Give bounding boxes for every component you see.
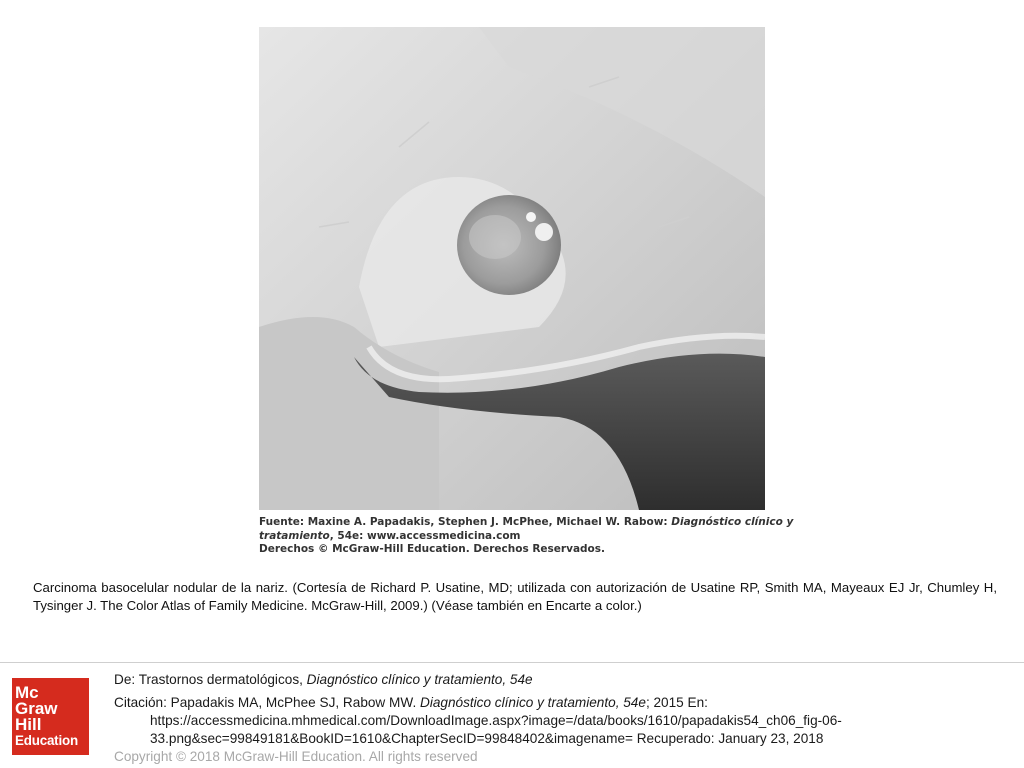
- logo-line-hill: Hill: [15, 714, 42, 734]
- from-book-title: Diagnóstico clínico y tratamiento, 54e: [306, 672, 533, 687]
- source-line-2: [259, 530, 765, 544]
- figure: [259, 27, 794, 563]
- citation-line: [114, 694, 994, 712]
- logo-line-education: Education: [15, 732, 78, 748]
- citation-label: Citación:: [114, 695, 171, 710]
- from-line: [114, 671, 994, 689]
- nose-lesion-photo: [259, 27, 765, 510]
- source-rights: Derechos © McGraw-Hill Education. Derechos Reservados.: [259, 543, 605, 555]
- citation-url-line-2[interactable]: 33.png&sec=99849181&BookID=1610&ChapterSecID=99848402&imagename= Recuperado: January 23, 2018: [150, 731, 824, 746]
- copyright-text: Copyright © 2018 McGraw-Hill Education. All rights reserved: [114, 749, 478, 764]
- clinical-photo: [259, 27, 765, 510]
- citation-url-line-1[interactable]: https://accessmedicina.mhmedical.com/DownloadImage.aspx?image=/data/books/1610/papadakis54_ch06_fig-06-: [150, 713, 842, 728]
- from-chapter: Trastornos dermatológicos,: [138, 672, 307, 687]
- divider: [0, 662, 1024, 663]
- source-title-part2: tratamiento: [259, 529, 330, 542]
- logo-line-mc: Mc: [15, 682, 39, 702]
- mcgraw-hill-education-logo: [12, 678, 89, 755]
- source-authors: Fuente: Maxine A. Papadakis, Stephen J. McPhee, Michael W. Rabow:: [259, 516, 672, 528]
- logo-line-graw: Graw: [15, 698, 58, 718]
- from-label: De:: [114, 672, 139, 687]
- citation-year: ; 2015 En:: [645, 695, 708, 710]
- figure-caption: Carcinoma basocelular nodular de la nariz. (Cortesía de Richard P. Usatine, MD; utilizada con autorización de Usatine RP, Smith MA, Mayeaux EJ Jr, Chumley H, Tysinger J. The Color Atlas of Family Medicine. McGraw-Hill, 2009.) (Véase también en Encarte a color.): [33, 580, 997, 613]
- citation-separator: .: [412, 695, 420, 710]
- citation-authors: Papadakis MA, McPhee SJ, Rabow MW: [170, 695, 413, 710]
- source-website: , 54e: www.accessmedicina.com: [329, 529, 521, 542]
- citation-title: Diagnóstico clínico y tratamiento, 54e: [420, 695, 646, 710]
- source-note: [259, 516, 794, 557]
- source-title-part1: Diagnóstico clínico y: [671, 516, 794, 528]
- citation-footer: [114, 671, 994, 766]
- source-line-1: [259, 516, 794, 530]
